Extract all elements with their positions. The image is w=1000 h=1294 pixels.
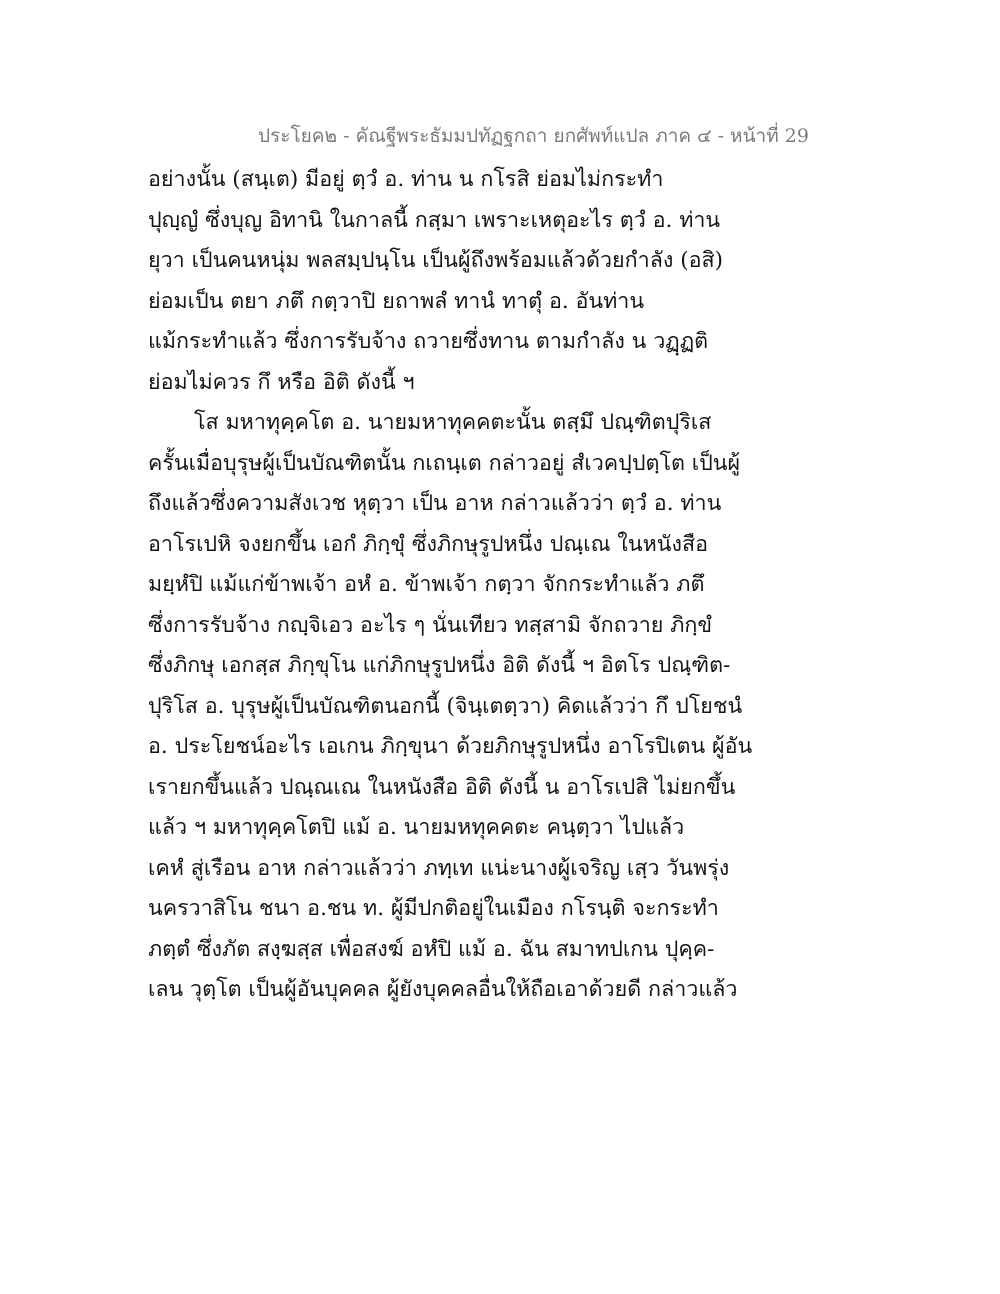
text-line: นครวาสิโน ชนา อ.ชน ท. ผู้มีปกติอยู่ในเมือง กโรนฺติ จะกระทำ <box>148 896 719 921</box>
text-line: ปุริโส อ. บุรุษผู้เป็นบัณฑิตนอกนี้ (จินฺเตตฺวา) คิดแล้วว่า กึ ปโยชนํ <box>148 693 743 719</box>
text-line: อาโรเปหิ จงยกขึ้น เอกํ ภิกฺขุํ ซึ่งภิกษุรูปหนึ่ง ปณฺเณ ในหนังสือ <box>148 531 709 557</box>
text-line: แล้ว ฯ มหาทุคฺคโตปิ แม้ อ. นายมหทุคคตะ คนฺตฺวา ไปแล้ว <box>148 815 685 840</box>
text-line: เรายกขึ้นแล้ว ปณฺณเณ ในหนังสือ อิติ ดังนี้ น อาโรเปสิ ไม่ยกขึ้น <box>148 774 736 800</box>
text-line: ซึ่งภิกษุ เอกสฺส ภิกฺขุโน แก่ภิกษุรูปหนึ่ง อิติ ดังนี้ ฯ อิตโร ปณฺฑิต- <box>148 653 731 678</box>
text-line: แม้กระทำแล้ว ซึ่งการรับจ้าง ถวายซึ่งทาน ตามกำลัง น วฏฺฏติ <box>148 329 709 354</box>
text-line: ถึงแล้วซึ่งความสังเวช หุตฺวา เป็น อาห กล่าวแล้วว่า ตฺวํ อ. ท่าน <box>148 491 722 516</box>
text-line: ซึ่งการรับจ้าง กญฺจิเอว อะไร ๆ นั่นเทียว ทสฺสามิ จักถวาย ภิกฺขํ <box>148 612 713 638</box>
body-text <box>148 160 753 1011</box>
text-line: อ. ประโยชน์อะไร เอเกน ภิกฺขุนา ด้วยภิกษุรูปหนึ่ง อาโรปิเตน ผู้อัน <box>148 734 753 759</box>
running-header: ประโยค๒ - คัณฐีพระธัมมปทัฏฐกถา ยกศัพท์แปล ภาค ๔ - หน้าที่ 29 <box>258 125 809 147</box>
paragraph-start-line: โส มหาทุคฺคโต อ. นายมหาทุคคตะนั้น ตสฺมึ ปณฺฑิตปุริเส <box>194 410 712 435</box>
text-line: ยุวา เป็นคนหนุ่ม พลสมฺปนฺโน เป็นผู้ถึงพร้อมแล้วด้วยกำลัง (อสิ) <box>148 248 724 273</box>
text-line: มยฺหํปิ แม้แก่ข้าพเจ้า อหํ อ. ข้าพเจ้า กตฺวา จักกระทำแล้ว ภตึ <box>148 572 705 597</box>
text-line: ย่อมไม่ควร กึ หรือ อิติ ดังนี้ ฯ <box>148 369 415 395</box>
text-line: ปุญฺญํ ซึ่งบุญ อิทานิ ในกาลนี้ กสฺมา เพราะเหตุอะไร ตฺวํ อ. ท่าน <box>148 207 721 233</box>
text-line: ย่อมเป็น ตยา ภตึ กตฺวาปิ ยถาพลํ ทานํ ทาตุํ อ. อันท่าน <box>148 288 645 314</box>
text-line: เลน วุตฺโต เป็นผู้อันบุคคล ผู้ยังบุคคลอื่นให้ถือเอาด้วยดี กล่าวแล้ว <box>148 977 738 1002</box>
text-line: อย่างนั้น (สนฺเต) มีอยู่ ตฺวํ อ. ท่าน น กโรสิ ย่อมไม่กระทำ <box>148 167 664 192</box>
text-line: เคหํ สู่เรือน อาห กล่าวแล้วว่า ภทฺเท แน่ะนางผู้เจริญ เสฺว วันพรุ่ง <box>148 855 730 881</box>
text-line: ครั้นเมื่อบุรุษผู้เป็นบัณฑิตนั้น กเถนฺเต กล่าวอยู่ สํเวคปฺปตฺโต เป็นผู้ <box>148 450 741 476</box>
text-line: ภตฺตํ ซึ่งภัต สงฺฆสฺส เพื่อสงฆ์ อหํปิ แม้ อ. ฉัน สมาทปเกน ปุคฺค- <box>148 936 715 962</box>
